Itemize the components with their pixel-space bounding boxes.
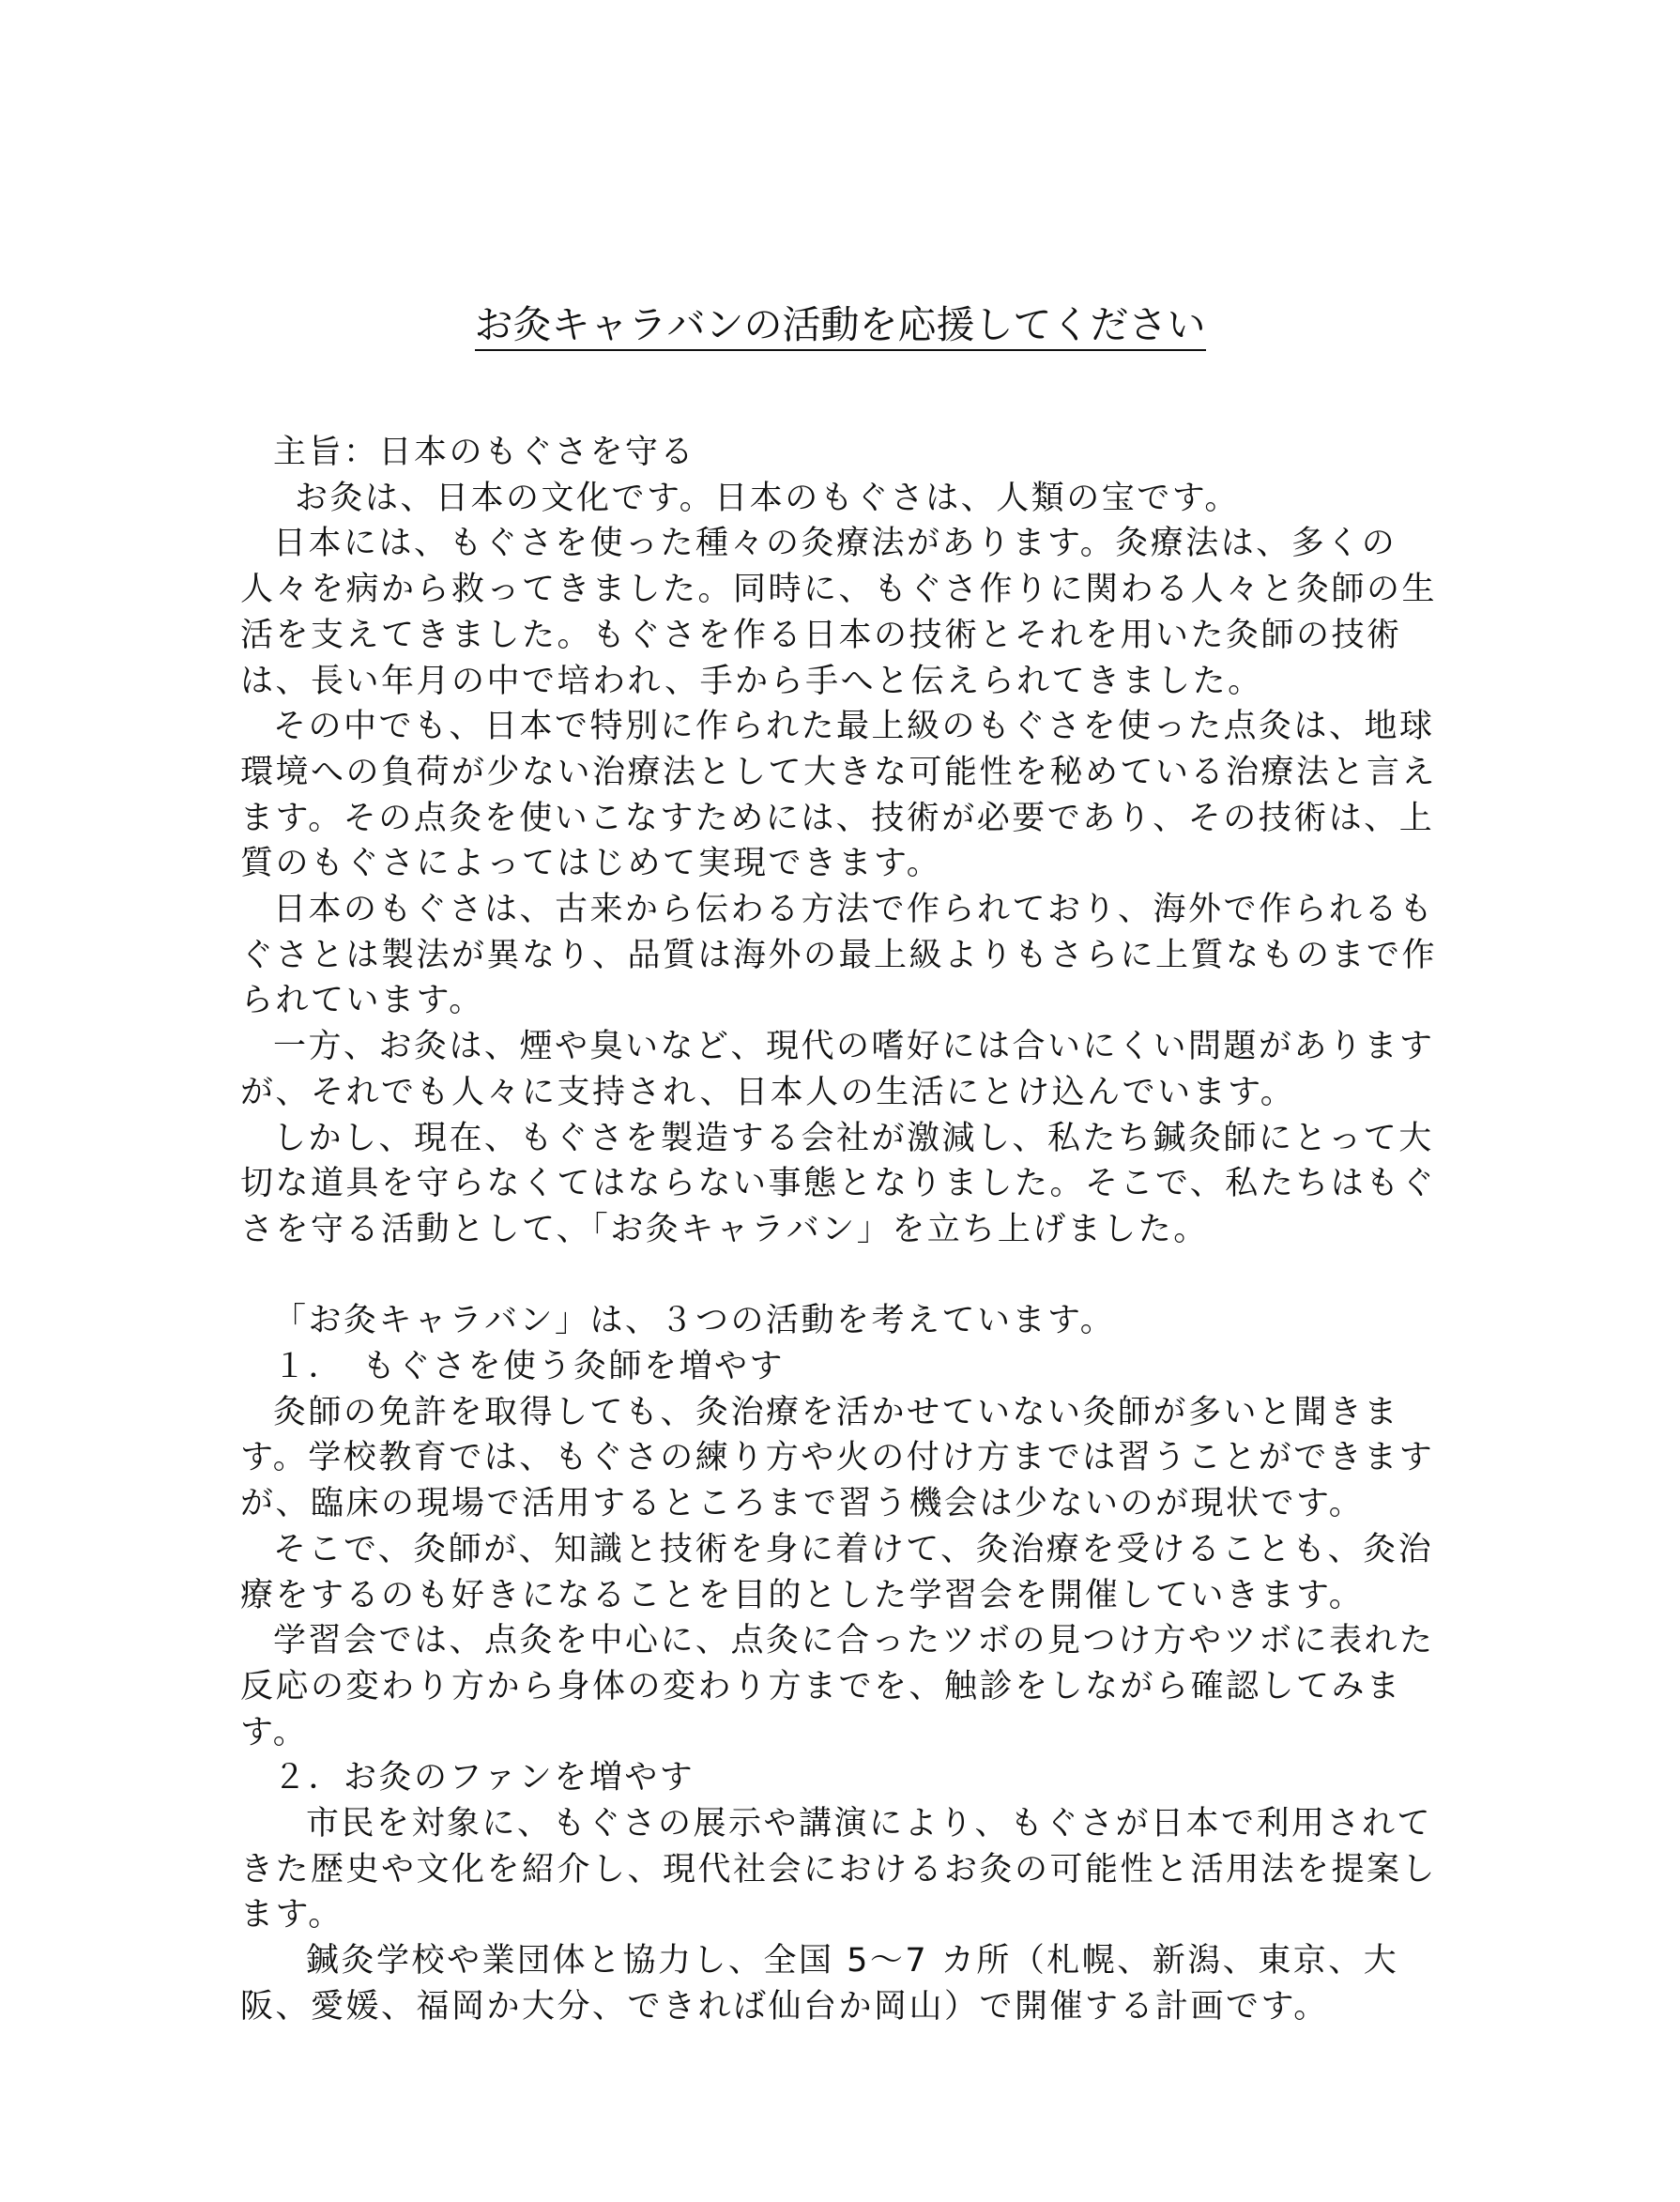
paragraph: 一方、お灸は、煙や臭いなど、現代の嗜好には合いにくい問題がありますが、それでも人々に支持され、日本人の生活にとけ込んでいます。 <box>240 1028 1435 1111</box>
activity-heading-2: ２．お灸のファンを増やす <box>273 1759 695 1797</box>
paragraph: そこで、灸師が、知識と技術を身に着けて、灸治療を受けることも、灸治療をするのも好きになることを目的とした学習会を開催していきます。 <box>240 1530 1434 1614</box>
paragraph: 日本には、もぐさを使った種々の灸療法があります。灸療法は、多くの人々を病から救ってきました。同時に、もぐさ作りに関わる人々と灸師の生活を支えてきました。もぐさを作る日本の技術とそれを用いた灸師の技術は、長い年月の中で培われ、手から手へと伝えられてきました。 <box>240 525 1438 700</box>
paragraph: 灸師の免許を取得しても、灸治療を活かせていない灸師が多いと聞きます。学校教育では、もぐさの練り方や火の付け方までは習うことができますが、臨床の現場で活用するところまで習う機会は少ないのが現状です。 <box>240 1393 1435 1523</box>
purpose-heading: 主旨：日本のもぐさを守る <box>273 434 696 471</box>
paragraph: お灸は、日本の文化です。日本のもぐさは、人類の宝です。 <box>295 479 1240 517</box>
document-title-text: お灸キャラバンの活動を応援してください <box>475 302 1206 351</box>
document-body <box>240 430 1447 2030</box>
activities-intro: 「お灸キャラバン」は、３つの活動を考えています。 <box>273 1302 1116 1340</box>
document-title <box>0 298 1680 351</box>
paragraph: その中でも、日本で特別に作られた最上級のもぐさを使った点灸は、地球環境への負荷が少ない治療法として大きな可能性を秘めている治療法と言えます。その点灸を使いこなすためには、技術が必要であり、その技術は、上質のもぐさによってはじめて実現できます。 <box>240 708 1438 883</box>
paragraph: 日本のもぐさは、古来から伝わる方法で作られており、海外で作られるもぐさとは製法が異なり、品質は海外の最上級よりもさらに上質なものまで作られています。 <box>240 891 1438 1020</box>
paragraph-gap <box>240 1253 1447 1299</box>
paragraph: 鍼灸学校や業団体と協力し、全国 5〜7 カ所（札幌、新潟、東京、大阪、愛媛、福岡か大分、できれば仙台か岡山）で開催する計画です。 <box>240 1942 1399 2026</box>
paragraph: 学習会では、点灸を中心に、点灸に合ったツボの見つけ方やツボに表れた反応の変わり方から身体の変わり方までを、触診をしながら確認してみます。 <box>240 1622 1435 1751</box>
paragraph: しかし、現在、もぐさを製造する会社が激減し、私たち鍼灸師にとって大切な道具を守らなくてはならない事態となりました。そこで、私たちはもぐさを守る活動として、「お灸キャラバン」を立ち上げました。 <box>240 1119 1437 1248</box>
paragraph: 市民を対象に、もぐさの展示や講演により、もぐさが日本で利用されてきた歴史や文化を紹介し、現代社会におけるお灸の可能性と活用法を提案します。 <box>240 1805 1438 1934</box>
activity-heading-1: １． もぐさを使う灸師を増やす <box>273 1348 786 1386</box>
